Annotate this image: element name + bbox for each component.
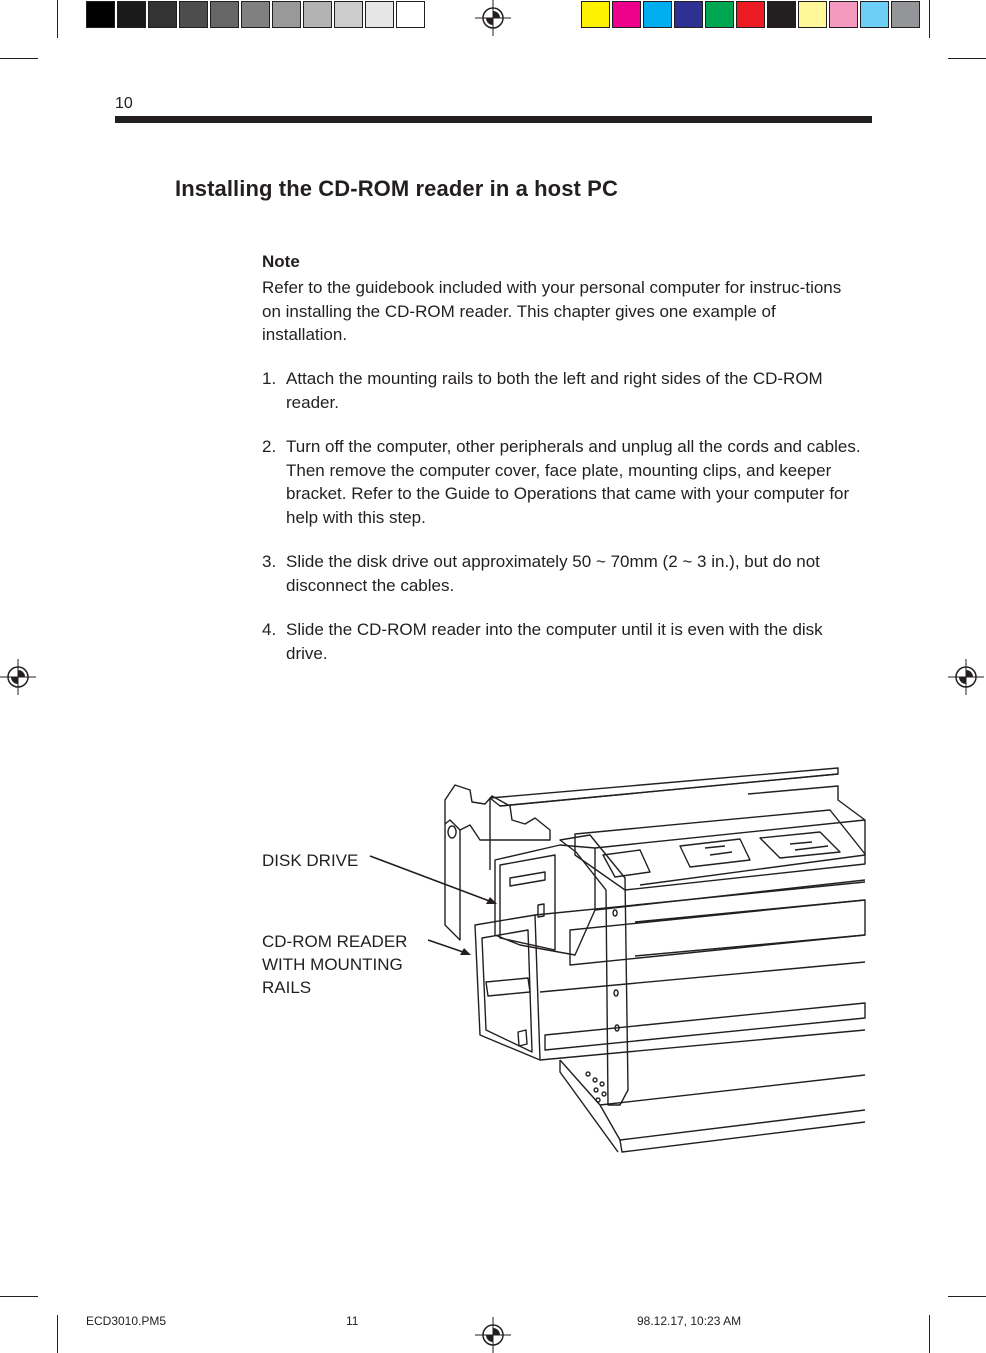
disk-drive-leader xyxy=(370,856,492,902)
step-text: Slide the CD-ROM reader into the computer until it is even with the disk drive. xyxy=(286,620,823,663)
step-text: Turn off the computer, other peripherals and unplug all the cords and cables. Then remove the computer cover, face plate, mounting clips, and keeper bracket. Refer to the Guide to Operations that came with your computer for help with this step. xyxy=(286,437,861,527)
cdrom-label-line: RAILS xyxy=(262,978,312,997)
step-number: 4. xyxy=(262,620,277,639)
step-number: 1. xyxy=(262,369,277,388)
footer-timestamp: 98.12.17, 10:23 AM xyxy=(637,1314,742,1328)
cdrom-label-line: CD-ROM READER xyxy=(262,932,408,951)
page-number: 10 xyxy=(115,95,133,112)
step-number: 2. xyxy=(262,437,277,456)
step-number: 3. xyxy=(262,552,277,571)
page-title: Installing the CD-ROM reader in a host PC xyxy=(175,176,618,201)
step-text: Attach the mounting rails to both the left and right sides of the CD-ROM reader. xyxy=(286,369,823,412)
footer-sheet-number: 11 xyxy=(346,1314,359,1328)
cdrom-label-line: WITH MOUNTING xyxy=(262,955,403,974)
note-label: Note xyxy=(262,252,300,271)
note-text: Refer to the guidebook included with your personal computer for instruc-tions on installing the CD-ROM reader. This chapter gives one example of installation. xyxy=(262,278,842,344)
cdrom-leader xyxy=(428,940,466,953)
step-text: Slide the disk drive out approximately 50 ~ 70mm (2 ~ 3 in.), but do not disconnect the cables. xyxy=(286,552,820,595)
footer-file-name: ECD3010.PM5 xyxy=(86,1314,167,1328)
disk-drive-label: DISK DRIVE xyxy=(262,851,359,870)
